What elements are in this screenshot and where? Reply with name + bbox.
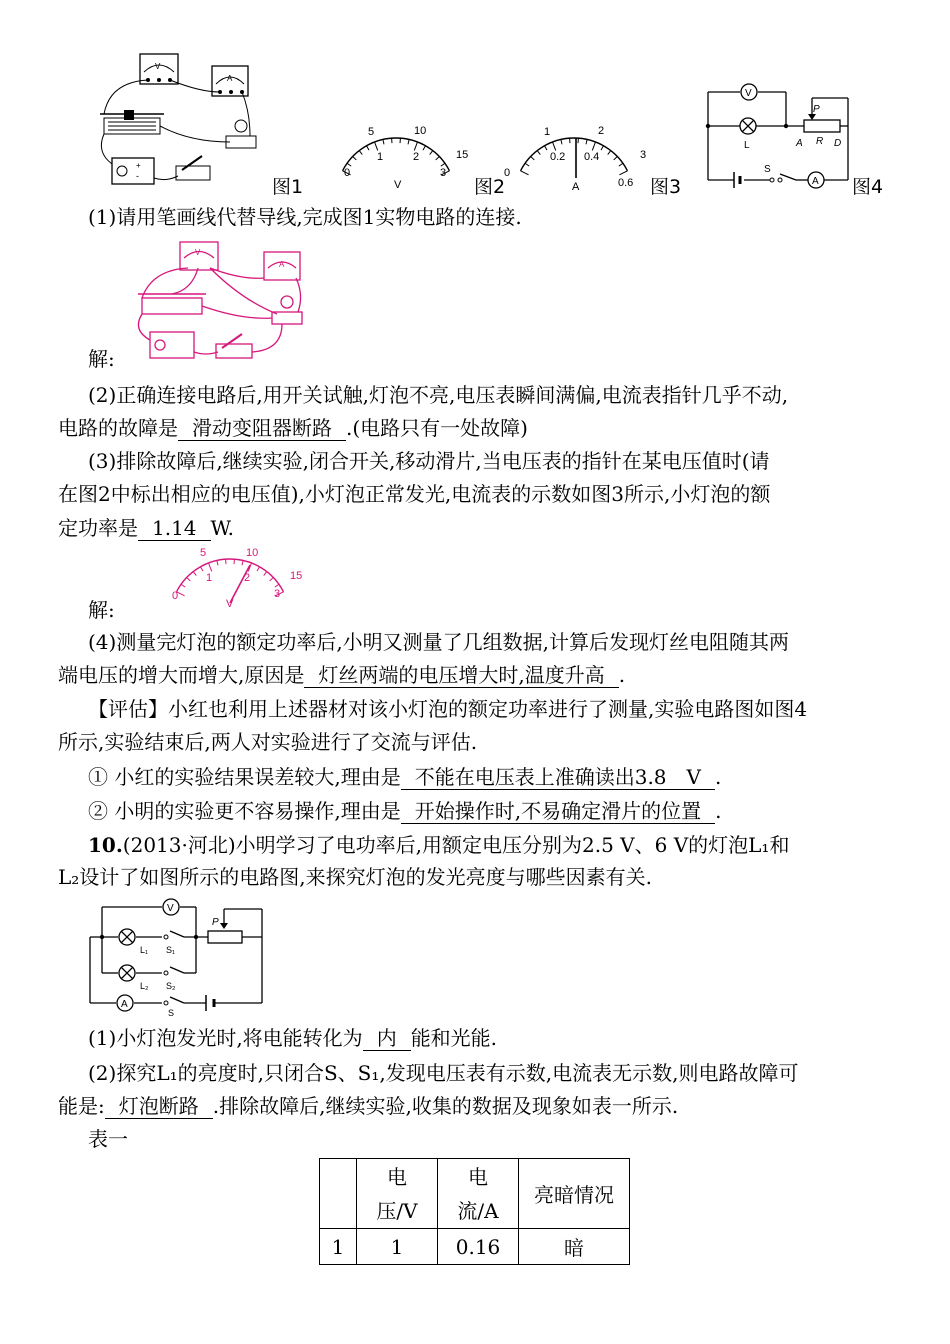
volt-unit: V bbox=[394, 179, 402, 191]
switch-icon bbox=[176, 156, 210, 180]
scale-tick bbox=[275, 584, 279, 587]
scale-tick bbox=[264, 572, 267, 576]
solution-1-label: 解: bbox=[88, 347, 115, 371]
scale-tick bbox=[270, 577, 274, 580]
scale-tick bbox=[552, 142, 555, 150]
svg-text:P: P bbox=[813, 104, 820, 115]
svg-text:V: V bbox=[155, 62, 161, 71]
svg-text:A: A bbox=[279, 260, 285, 269]
question-4-line-a: (4)测量完灯泡的额定功率后,小明又测量了几组数据,计算后发现灯丝电阻随其两 bbox=[88, 630, 790, 654]
figure-2-voltmeter-scale bbox=[322, 120, 472, 192]
table-header-brightness: 亮暗情况 bbox=[519, 1159, 630, 1229]
table-header-index bbox=[320, 1159, 357, 1229]
scale-tick bbox=[423, 146, 425, 150]
figure-1-physical-circuit bbox=[90, 52, 265, 192]
volt-tick-3: 3 bbox=[440, 167, 447, 179]
figure-1-label: 图1 bbox=[272, 176, 304, 198]
question-1: (1)请用笔画线代替导线,完成图1实物电路的连接. bbox=[88, 205, 522, 229]
question-10-2-line-b: 能是: 灯泡断路 .排除故障后,继续实验,收集的数据及现象如表一所示. bbox=[58, 1094, 679, 1118]
scale-tick bbox=[525, 163, 529, 166]
scale-tick bbox=[181, 584, 185, 587]
answer-4: 灯丝两端的电压增大时,温度升高 bbox=[304, 663, 618, 688]
figure-4-label: 图4 bbox=[852, 176, 884, 198]
data-table bbox=[319, 1158, 630, 1265]
table-header-voltage: 电 压/V bbox=[357, 1159, 438, 1229]
svg-text:S: S bbox=[168, 1008, 175, 1017]
scale-tick bbox=[359, 151, 362, 155]
scale-arc bbox=[521, 138, 628, 171]
question-2-line-a: (2)正确连接电路后,用开关试触,灯泡不亮,电压表瞬间满偏,电流表指针几乎不动, bbox=[88, 383, 789, 407]
table-cell-voltage: 1 bbox=[357, 1229, 438, 1265]
svg-text:S₂: S₂ bbox=[166, 981, 176, 991]
svg-text:A: A bbox=[227, 74, 233, 83]
volt-tick-5: 5 bbox=[368, 126, 375, 138]
svg-text:L₂: L₂ bbox=[140, 981, 149, 991]
scale-tick bbox=[193, 572, 196, 576]
question-10-line-a: 10.(2013·河北)小明学习了电功率后,用额定电压分别为2.5 V、6 V的灯泡L₁和 bbox=[88, 833, 790, 857]
question-10-circuit-diagram bbox=[88, 895, 266, 1017]
scale-tick bbox=[353, 156, 357, 159]
bulb-icon bbox=[226, 120, 256, 148]
volt-tick-0: 0 bbox=[344, 167, 351, 179]
scale-tick bbox=[441, 163, 445, 166]
evaluation-line-a: 【评估】小红也利用上述器材对该小灯泡的额定功率进行了测量,实验电路图如图4 bbox=[88, 697, 808, 721]
scale-arc bbox=[343, 138, 450, 171]
svg-text:2: 2 bbox=[244, 572, 251, 584]
scale-tick bbox=[347, 163, 351, 166]
evaluation-line-b: 所示,实验结束后,两人对实验进行了交流与评估. bbox=[58, 730, 478, 754]
question-3-line-a: (3)排除故障后,继续实验,闭合开关,移动滑片,当电压表的指针在某电压值时(请 bbox=[88, 449, 770, 473]
svg-text:D: D bbox=[834, 138, 842, 149]
scale-tick bbox=[601, 146, 603, 150]
figure-3-label: 图3 bbox=[650, 176, 682, 198]
amp-tick-04: 0.4 bbox=[584, 151, 600, 163]
svg-text:A: A bbox=[121, 999, 128, 1010]
amp-tick-3: 3 bbox=[640, 149, 647, 161]
scale-tick bbox=[408, 139, 409, 144]
scale-tick bbox=[430, 151, 433, 155]
scale-tick bbox=[619, 163, 623, 166]
evaluation-item-1: ① 小红的实验结果误差较大,理由是 不能在电压表上准确读出3.8 V . bbox=[88, 765, 722, 789]
answer-10-2: 灯泡断路 bbox=[105, 1094, 213, 1119]
scale-tick bbox=[545, 146, 547, 150]
svg-text:S: S bbox=[764, 164, 771, 175]
figure-3-ammeter-scale bbox=[500, 120, 650, 192]
svg-text:V: V bbox=[195, 248, 201, 257]
table-cell-brightness: 暗 bbox=[519, 1229, 630, 1265]
scale-tick bbox=[619, 171, 627, 175]
scale-tick bbox=[531, 156, 535, 159]
scale-tick bbox=[201, 567, 203, 571]
svg-text:L: L bbox=[744, 140, 750, 151]
scale-tick bbox=[217, 560, 218, 565]
svg-text:3: 3 bbox=[274, 588, 281, 600]
scale-tick bbox=[242, 560, 243, 565]
volt-tick-10: 10 bbox=[414, 125, 427, 137]
question-2-line-b: 电路的故障是 滑动变阻器断路 .(电路只有一处故障) bbox=[58, 416, 528, 440]
scale-tick bbox=[414, 142, 417, 150]
scale-tick bbox=[521, 171, 529, 175]
table-row bbox=[320, 1229, 630, 1265]
question-10-1: (1)小灯泡发光时,将电能转化为 内 能和光能. bbox=[88, 1026, 498, 1050]
answer-3-voltmeter-scale bbox=[150, 543, 310, 609]
scale-tick bbox=[367, 146, 369, 150]
scale-tick bbox=[537, 151, 540, 155]
amp-tick-2: 2 bbox=[598, 125, 605, 137]
svg-text:V: V bbox=[167, 903, 174, 914]
rheostat-icon bbox=[100, 110, 164, 134]
svg-text:0: 0 bbox=[172, 590, 179, 602]
svg-text:P: P bbox=[212, 917, 219, 928]
svg-text:1: 1 bbox=[206, 572, 213, 584]
amp-tick-0: 0 bbox=[504, 167, 511, 179]
amp-unit: A bbox=[572, 181, 580, 192]
svg-text:10: 10 bbox=[246, 547, 259, 559]
answer-1-connected-circuit bbox=[132, 240, 322, 365]
volt-tick-2: 2 bbox=[413, 151, 420, 163]
table-cell-index: 1 bbox=[320, 1229, 357, 1265]
svg-text:A: A bbox=[796, 138, 803, 149]
amp-tick-1: 1 bbox=[544, 126, 551, 138]
figure-4-circuit-diagram bbox=[700, 80, 850, 192]
scale-tick bbox=[561, 139, 562, 144]
scale-tick bbox=[257, 567, 259, 571]
scale-tick bbox=[592, 142, 595, 150]
scale-tick bbox=[208, 563, 211, 571]
table-title: 表一 bbox=[88, 1127, 128, 1151]
volt-tick-1: 1 bbox=[377, 151, 384, 163]
answer-3: 1.14 bbox=[138, 516, 211, 541]
scale-tick bbox=[586, 139, 587, 144]
amp-tick-06: 0.6 bbox=[618, 177, 634, 189]
scale-arc bbox=[177, 559, 284, 592]
svg-text:V: V bbox=[226, 598, 234, 609]
scale-tick bbox=[187, 577, 191, 580]
question-4-line-b: 端电压的增大而增大,原因是 灯丝两端的电压增大时,温度升高 . bbox=[58, 663, 626, 687]
figure-2-label: 图2 bbox=[474, 176, 506, 198]
table-header-current: 电 流/A bbox=[438, 1159, 519, 1229]
svg-text:A: A bbox=[812, 176, 819, 187]
answer-eval-2: 开始操作时,不易确定滑片的位置 bbox=[401, 799, 715, 824]
svg-text:5: 5 bbox=[200, 547, 207, 559]
svg-text:S₁: S₁ bbox=[166, 945, 176, 955]
volt-tick-15: 15 bbox=[456, 149, 469, 161]
scale-tick bbox=[614, 156, 618, 159]
svg-text:15: 15 bbox=[290, 570, 303, 582]
svg-text:L₁: L₁ bbox=[140, 945, 149, 955]
question-10-line-b: L₂设计了如图所示的电路图,来探究灯泡的发光亮度与哪些因素有关. bbox=[58, 865, 653, 889]
solution-3-label: 解: bbox=[88, 598, 115, 622]
svg-text:-: - bbox=[136, 171, 139, 181]
scale-tick bbox=[383, 139, 384, 144]
amp-tick-02: 0.2 bbox=[550, 151, 566, 163]
answer-2: 滑动变阻器断路 bbox=[178, 416, 346, 441]
question-10-number: 10. bbox=[88, 833, 123, 857]
question-10-2-line-a: (2)探究L₁的亮度时,只闭合S、S₁,发现电压表有示数,电流表无示数,则电路故障可 bbox=[88, 1061, 799, 1085]
answer-10-1: 内 bbox=[363, 1026, 411, 1051]
svg-text:R: R bbox=[816, 136, 824, 147]
question-3-line-b: 在图2中标出相应的电压值),小灯泡正常发光,电流表的示数如图3所示,小灯泡的额 bbox=[58, 482, 771, 506]
answer-eval-1: 不能在电压表上准确读出3.8 V bbox=[401, 765, 715, 790]
scale-tick bbox=[374, 142, 377, 150]
scale-tick bbox=[436, 156, 440, 159]
table-cell-current: 0.16 bbox=[438, 1229, 519, 1265]
question-3-line-c: 定功率是 1.14 W. bbox=[58, 516, 234, 540]
svg-text:V: V bbox=[745, 88, 752, 99]
evaluation-item-2: ② 小明的实验更不容易操作,理由是 开始操作时,不易确定滑片的位置 . bbox=[88, 799, 722, 823]
battery-box-icon bbox=[112, 158, 154, 184]
svg-text:+: + bbox=[136, 161, 141, 170]
scale-tick bbox=[608, 151, 611, 155]
